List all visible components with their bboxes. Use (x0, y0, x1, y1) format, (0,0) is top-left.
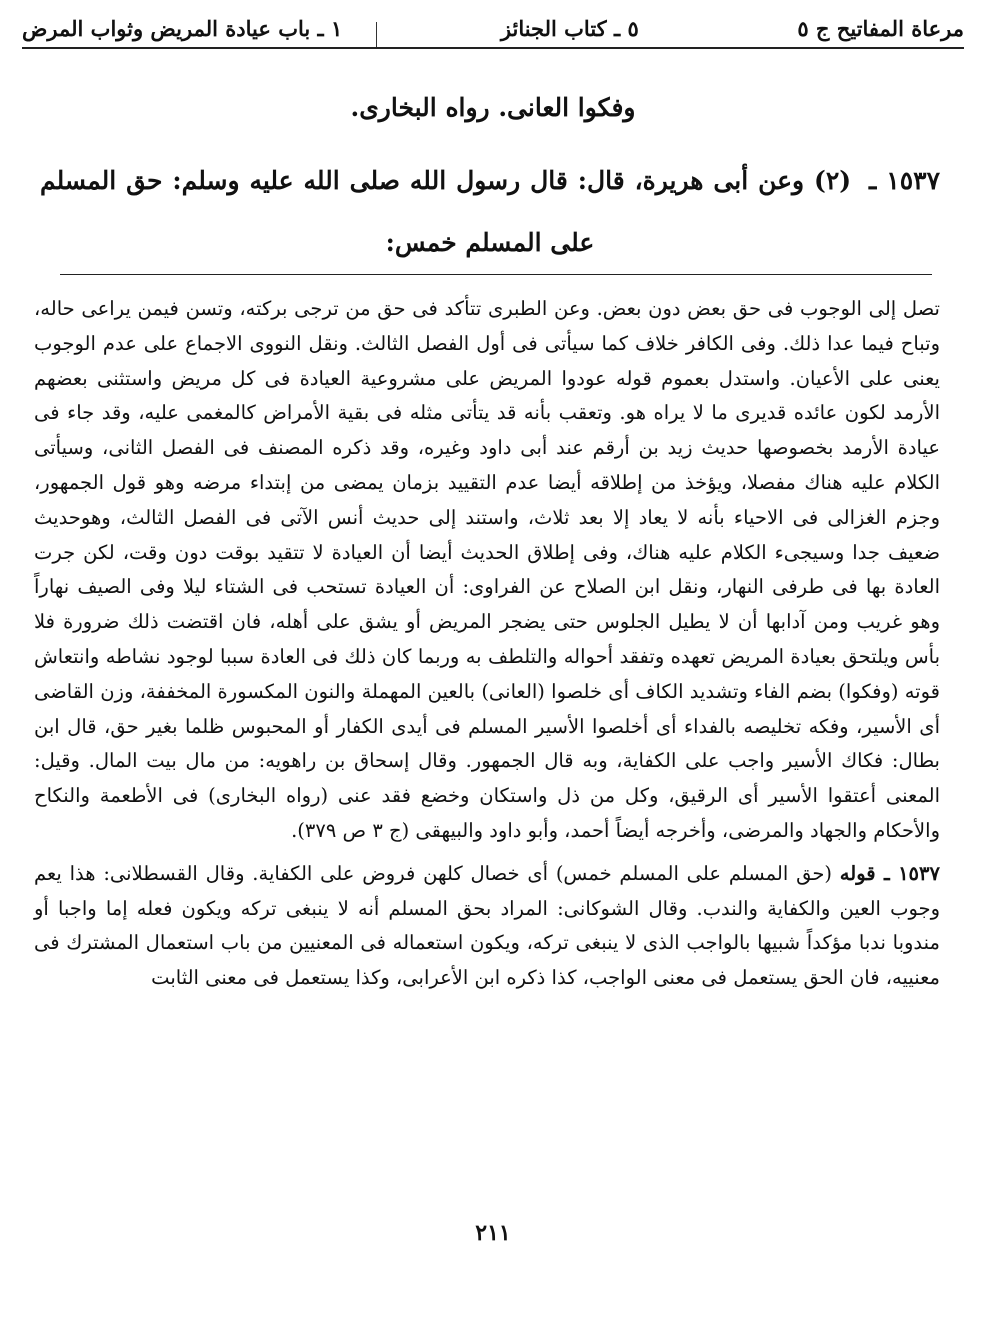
paragraph-2-text: (حق المسلم على المسلم خمس) أى خصال كلهن فروض على الكفاية. وقال القسطلانى: هذا يعم وجوب العين والكفاية والندب. وقال الشوكانى: المراد بحق المسلم أنه لا ينبغى تركه ويكون فعله إما واجبا أو مندوبا ندبا مؤكداً شبيها بالواجب الذى لا ينبغى تركه، ويكون استعماله فى المعنيين من باب استعمال المشترك فى معنييه، فان الحق يستعمل فى معنى الواجب، كذا ذكره ابن الأعرابى، وكذا يستعمل فى معنى الثابت (34, 861, 940, 990)
commentary-paragraph-1: تصل إلى الوجوب فى حق بعض دون بعض. وعن الطبرى تتأكد فى حق من ترجى بركته، وتسن فيمن يراعى حاله، وتباح فيما عدا ذلك. وفى الكافر خلاف كما سيأتى فى أول الفصل الثالث. ونقل النووى الاجماع على عدم الوجوب يعنى على الأعيان. واستدل بعموم قوله عودوا المريض على مشروعية العيادة فى كل مريض واستثنى بعضهم الأرمد لكون عائده قديرى ما لا يراه هو. وتعقب بأنه قد يتأتى مثله فى بقية الأمراض كالمغمى عليه، وقد جاء فى عيادة الأرمد بخصوصها حديث زيد بن أرقم عند أبى داود وغيره، وقد ذكره المصنف فى الفصل الثانى، وسيأتى الكلام عليه هناك مفصلا، ويؤخذ من إطلاقه أيضا عدم التقييد بزمان يمضى من إبتداء مرضه وهو قول الجمهور، وجزم الغزالى فى الاحياء بأنه لا يعاد إلا بعد ثلاث، واستند إلى حديث أنس الآتى فى الفصل الثالث، وهوحديث ضعيف جدا وسيجىء الكلام عليه هناك، وفى إطلاق الحديث أيضا أن العيادة لا تتقيد بوقت دون وقت، لكن جرت العادة بها فى طرفى النهار، ونقل ابن الصلاح عن الفراوى: أن العيادة تستحب فى الشتاء ليلا وفى الصيف نهاراً وهو غريب ومن آدابها أن لا يطيل الجلوس حتى يضجر المريض أو يشق على أهله، فان اقتضت ذلك ضرورة فلا بأس ويلتحق بعيادة المريض تعهده وتفقد أحواله والتلطف به وربما كان ذلك فى العادة سببا لوجود نشاطه وانتعاش قوته (وفكوا) بضم الفاء وتشديد الكاف أى خلصوا (العانى) بالعين المهملة والنون المكسورة المخففة، وزن القاضى أى الأسير، وفكه تخليصه بالفداء أى أخلصوا الأسير المسلم فى أيدى الكفار أو المحبوس ظلما بغير حق، قال ابن بطال: فكاك الأسير واجب على الكفاية، وبه قال الجمهور. وقال إسحاق بن راهويه: من مال بيت المال. وقيل: المعنى أعتقوا الأسير أى الرقيق، وكل من ذل واستكان وخضع فقد عنى (رواه البخارى) فى الأطعمة والنكاح والأحكام والجهاد والمرضى، وأخرجه أيضاً أحمد، وأبو داود والبيهقى (ج ٣ ص ٣٧٩). (34, 297, 940, 842)
hadith-text: (٢) وعن أبى هريرة، قال: قال رسول الله صلى الله عليه وسلم: حق المسلم على المسلم خمس: (40, 166, 852, 257)
commentary-text (34, 292, 940, 996)
paragraph-marker: ١٥٣٧ ـ قوله (839, 861, 940, 885)
commentary-paragraph-2 (34, 857, 940, 996)
hadith-block (40, 150, 940, 274)
header-tick-divider (376, 22, 377, 48)
section-divider (60, 274, 932, 275)
running-header (22, 10, 964, 46)
header-section: ١ ـ باب عيادة المريض وثواب المرض (22, 15, 343, 41)
header-chapter: ٥ ـ كتاب الجنائز (500, 15, 639, 41)
header-rule (22, 47, 964, 49)
header-book-title: مرعاة المفاتيح ج ٥ (797, 15, 964, 41)
hadith-number: ١٥٣٧ ـ (869, 166, 940, 195)
hadith-continuation-heading: وفكوا العانى. رواه البخارى. (350, 93, 636, 122)
page-number: ٢١١ (475, 1220, 511, 1246)
